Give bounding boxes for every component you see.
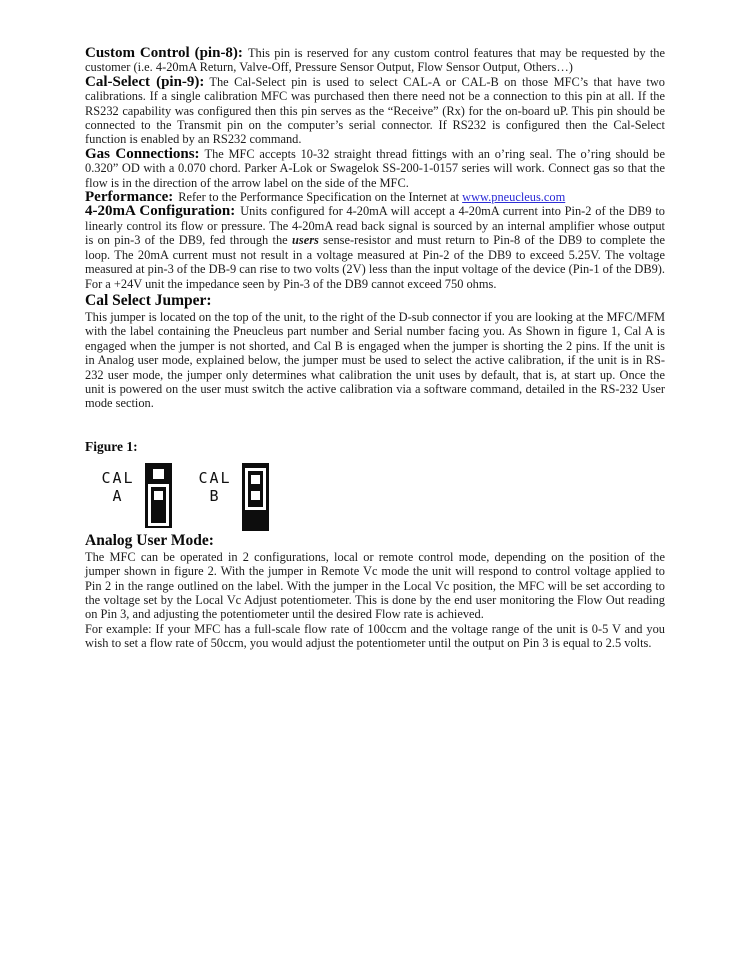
para-4-20ma-configuration: [85, 204, 665, 290]
para-4-20ma-text-2: sense-resistor and must return to Pin-8 of the DB9 to complete the loop. The 20mA current must not result in a voltage measured at Pin-2 of the DB9 to exceed 5.25V. The voltage measured at pin-3 of the DB-9 can rise to two volts (2V) less than the input voltage of the device (Pin-1 of the DB9). For a +24V unit the impedance seen by Pin-3 of the DB9 cannot exceed 750 ohms.: [85, 233, 665, 291]
jumper-block-cal-a: [145, 463, 172, 528]
performance-link[interactable]: www.pneucleus.com: [462, 190, 566, 205]
heading-performance: Performance:: [85, 189, 174, 206]
para-custom-control: [85, 46, 665, 75]
para-gas-connections: [85, 147, 665, 190]
jumper-cal-a: [95, 463, 172, 528]
heading-custom-control: Custom Control (pin-8):: [85, 45, 243, 61]
para-cal-select: [85, 75, 665, 147]
para-performance-text: Refer to the Performance Specification on the Internet at: [178, 190, 463, 205]
para-analog-user-mode-1: The MFC can be operated in 2 configurations, local or remote control mode, depending on the position of the jumper shown in figure 2. With the jumper in Remote Vc mode the unit will respond to control voltage applied to Pin 2 in the range outlined on the label. With the jumper in the Local Vc position, the MFC will be set according to the voltage set by the Local Vc Adjust potentiometer. This is done by the end user monitoring the Flow Out reading on Pin 3, and adjusting the potentiometer until the desired Flow rate is achieved.: [85, 549, 665, 622]
jumper-cal-b-label-cal: CAL: [198, 468, 232, 487]
jumper-cal-a-label: [95, 469, 139, 505]
page-content: [85, 46, 665, 651]
heading-cal-select: Cal-Select (pin-9):: [85, 73, 205, 90]
jumper-block-cal-b: [242, 463, 269, 531]
jumper-cal-a-label-a: A: [112, 486, 124, 505]
jumper-cal-a-cap: [148, 484, 169, 526]
heading-analog-user-mode: Analog User Mode:: [85, 531, 214, 549]
heading-gas-connections: Gas Connections:: [85, 145, 200, 162]
para-4-20ma-emphasis-users: users: [291, 233, 319, 248]
para-gas-connections-text: The MFC accepts 10-32 straight thread fittings with an o’ring seal. The o’ring should be 0.320” OD with a 0.070 chord. Parker A-Lok or Swagelok SS-200-1-0157 series will work. Connect gas so that the flow is in the direction of the arrow label on the side of the MFC.: [85, 146, 665, 190]
para-cal-select-jumper: This jumper is located on the top of the unit, to the right of the D-sub connector if you are looking at the MFC/MFM with the label containing the Pneucleus part number and Serial number facing you. As Shown in figure 1, Cal A is engaged when the jumper is not shorted, and Cal B is engaged when the jumper is shorting the 2 pins. If the unit is in Analog user mode, explained below, the jumper must be used to select the active calibration, if the unit is in RS-232 user mode, the jumper only determines what calibration the unit uses by default, that is, at start up. Once the unit is powered on the user must switch the active calibration via a software command, detailed in the RS-232 User mode section.: [85, 309, 665, 411]
jumper-cal-b-cap: [245, 468, 266, 510]
jumper-cal-a-label-cal: CAL: [101, 468, 135, 487]
para-4-20ma-text-1: Units configured for 4-20mA will accept a 4-20mA current into Pin-2 of the DB9 to linearly control its flow or pressure. The 4-20mA read back signal is sourced by an internal amplifier whose output is on pin-3 of the DB9, fed through the: [85, 204, 665, 248]
jumper-cal-b-label-b: B: [209, 486, 221, 505]
jumper-cal-a-open-pin: [153, 469, 164, 479]
figure-1-jumper-diagram: [95, 463, 665, 531]
heading-figure-1: Figure 1:: [85, 438, 138, 454]
jumper-cal-a-covered-pin: [154, 491, 163, 500]
jumper-cal-b-label: [192, 469, 236, 505]
jumper-cal-b: [192, 463, 269, 531]
para-cal-select-text: The Cal-Select pin is used to select CAL-A or CAL-B on those MFC’s that have two calibrations. If a single calibration MFC was purchased then there need not be a connection to this pin at all. If the RS232 capability was configured then this pin serves as the “Receive” (Rx) for the on-board uP. This pin should be connected to the Transmit pin on the computer’s serial connector. If RS232 is configured then the Cal-Select function is enabled by an RS232 command.: [85, 74, 665, 147]
para-custom-control-text: This pin is reserved for any custom control features that may be requested by the customer (i.e. 4-20mA Return, Valve-Off, Pressure Sensor Output, Flow Sensor Output, Others…): [85, 46, 665, 75]
heading-cal-select-jumper: Cal Select Jumper:: [85, 291, 212, 309]
para-analog-user-mode-2: For example: If your MFC has a full-scale flow rate of 100ccm and the voltage range of the unit is 0-5 V and you wish to set a flow rate of 50ccm, you would adjust the potentiometer until the output on Pin 3 is equal to 2.5 volts.: [85, 621, 665, 651]
jumper-cal-b-covered-pin-2: [251, 491, 260, 500]
para-performance: [85, 190, 665, 204]
jumper-cal-b-covered-pin-1: [251, 475, 260, 484]
heading-4-20ma-configuration: 4-20mA Configuration:: [85, 203, 236, 220]
